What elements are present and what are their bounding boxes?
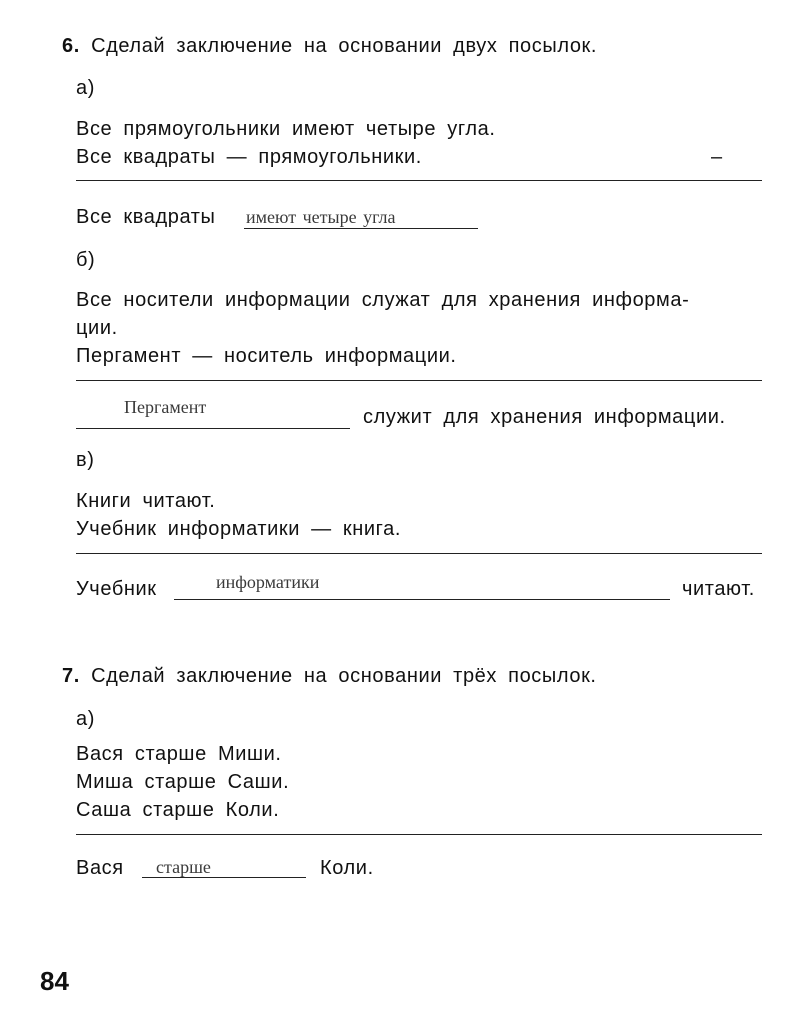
- task-7-title: Сделай заключение на основании трёх посылок.: [91, 665, 597, 687]
- task-7a-conclusion-prefix: Вася: [76, 857, 124, 879]
- task-6a-premise-1: Все прямоугольники имеют четыре угла.: [76, 118, 496, 140]
- task-6b-divider: [76, 380, 762, 381]
- task-6c-divider: [76, 553, 762, 554]
- task-7-heading: [62, 664, 597, 688]
- task-6c-premise-1: Книги читают.: [76, 490, 216, 512]
- task-6c-conclusion-suffix: читают.: [682, 578, 755, 600]
- task-6c-conclusion-prefix: Учебник: [76, 578, 157, 600]
- task-6c-premise-2: Учебник информатики — книга.: [76, 518, 402, 540]
- task-6b-answer: Пергамент: [124, 397, 207, 417]
- task-6c-answer-line[interactable]: [174, 599, 670, 600]
- task-6b-premise-1-line-1: Все носители информации служат для хранения информа-: [76, 289, 690, 311]
- task-6a-answer-line[interactable]: [244, 228, 478, 229]
- task-6b-premise-1-line-2: ции.: [76, 317, 118, 339]
- task-6a-mark: –: [711, 146, 723, 168]
- task-7a-answer: старше: [156, 857, 211, 877]
- task-6a-divider: [76, 180, 762, 181]
- task-7a-premise-2: Миша старше Саши.: [76, 771, 290, 793]
- task-7a-label: а): [76, 708, 95, 730]
- page-number: 84: [40, 966, 69, 996]
- task-6c-answer: информатики: [216, 572, 320, 592]
- task-6-number: 6.: [62, 35, 80, 57]
- task-6c-label: в): [76, 449, 95, 471]
- task-7a-premise-3: Саша старше Коли.: [76, 799, 280, 821]
- task-6-title: Сделай заключение на основании двух посылок.: [91, 35, 598, 57]
- task-7a-conclusion-suffix: Коли.: [320, 857, 374, 879]
- task-7a-premise-1: Вася старше Миши.: [76, 743, 282, 765]
- task-6-heading: [62, 34, 597, 58]
- task-6b-premise-2: Пергамент — носитель информации.: [76, 345, 457, 367]
- task-6a-premise-2: Все квадраты — прямоугольники.: [76, 146, 422, 168]
- task-7a-divider: [76, 834, 762, 835]
- task-6a-label: а): [76, 77, 95, 99]
- task-7-number: 7.: [62, 665, 80, 687]
- task-6a-answer: имеют четыре угла: [246, 207, 396, 227]
- task-6a-conclusion-prefix: Все квадраты: [76, 206, 216, 228]
- task-6b-conclusion-suffix: служит для хранения информации.: [363, 406, 726, 428]
- task-6b-label: б): [76, 249, 96, 271]
- task-6b-answer-line[interactable]: [76, 428, 350, 429]
